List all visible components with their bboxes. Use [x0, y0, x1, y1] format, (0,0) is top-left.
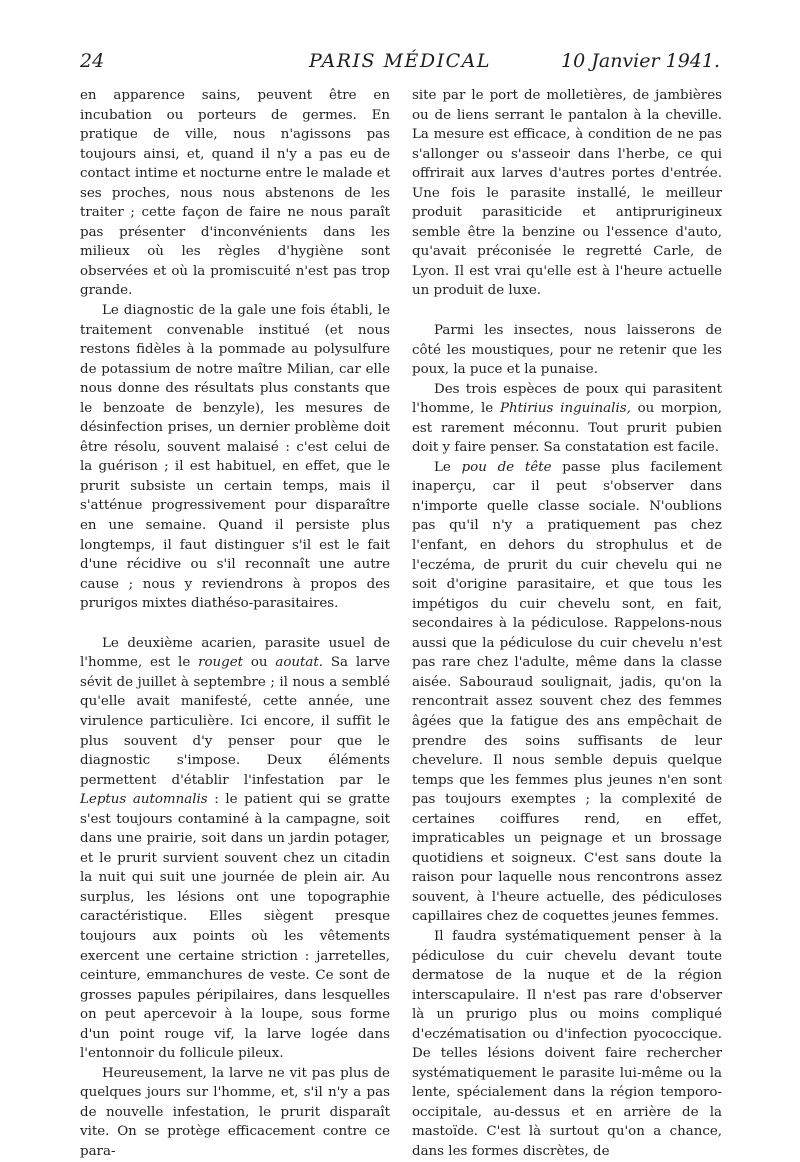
paragraph: Heureusement, la larve ne vit pas plus de quelques jours sur l'homme, et, s'il n'y a pas de nouvelle infestation, le prurit disparaît vite. On se protège efficacement contre ce para- [80, 1065, 390, 1159]
paragraph: Des trois espèces de poux qui parasitent l'homme, le Phtirius inguinalis, ou morpion, est rarement méconnu. Tout prurit pubien doit y faire penser. Sa constatation est facile. [412, 381, 722, 456]
right-column [412, 86, 722, 1162]
term-rouget: rouget [198, 655, 244, 671]
paragraph: Parmi les insectes, nous laisserons de côté les moustiques, pour ne retenir que les poux, la puce et la punaise. [412, 323, 722, 378]
page-number: 24 [80, 50, 105, 72]
paragraph: en apparence sains, peuvent être en incubation ou porteurs de germes. En pratique de ville, nous n'agissons pas toujours ainsi, et, quand il n'y a pas eu de contact intime et nocturne entre le malade et ses proches, nous nous abstenons de les traiter ; cette façon de faire ne nous paraît pas présenter d'inconvénients dans les milieux où les règles d'hygiène sont observées et où la promiscuité n'est pas trop grande. [80, 88, 390, 299]
paragraph: Il faudra systématiquement penser à la pédiculose du cuir chevelu devant toute dermatose de la nuque et de la région interscapulaire. Il n'est pas rare d'observer là un prurigo plus ou moins compliqué d'eczématisation ou d'infection pyococcique. De telles lésions doivent faire rechercher systématiquement le parasite lui-même ou la lente, spécialement dans la région temporo-occipitale, au-dessus et en arrière de la mastoïde. C'est là surtout qu'on a chance, dans les formes discrètes, de [412, 928, 722, 1159]
paragraph: Le diagnostic de la gale une fois établi, le traitement convenable institué (et nous restons fidèles à la pommade au polysulfure de potassium de notre maître Milian, car elle nous donne des résultats plus constants que le benzoate de benzyle), les mesures de désinfection prises, un dernier problème doit être résolu, souvent malaisé : c'est celui de la guérison ; il est habituel, en effet, que le prurit subsiste un certain temps, mais il s'atténue progressivement pour disparaître en une semaine. Quand il persiste plus longtemps, il faut distinguer s'il est le fait d'une récidive ou s'il reconnaît une autre cause ; nous y reviendrons à propos des prurigos mixtes diathéso-parasitaires. [80, 303, 390, 612]
paragraph: Le pou de tête passe plus facilement inaperçu, car il peut s'observer dans n'importe quelle classe sociale. N'oublions pas qu'il n'y a pratiquement pas chez l'enfant, en dehors du strophulus et de l'eczéma, de prurit du cuir chevelu qui ne soit d'origine parasitaire, et que tous les impétigos du cuir chevelu sont, en fait, secondaires à la pédiculose. Rappelons-nous aussi que la pédiculose du cuir chevelu n'est pas rare chez l'adulte, même dans la classe aisée. Sabouraud soulignait, jadis, qu'on la rencontrait assez souvent chez des femmes âgées que la fatigue des ans empêchait de prendre des soins suffisants de leur chevelure. Il nous semble depuis quelque temps que les femmes plus jeunes n'en sont pas toujours exemptes ; la complexité de certaines coiffures rend, en effet, impraticables un peignage et un brossage quotidiens et soigneux. C'est sans doute la raison pour laquelle nous rencontrons assez souvent, à l'heure actuelle, des pédiculoses capillaires chez de coquettes jeunes femmes. [412, 459, 722, 925]
paragraph: site par le port de molletières, de jambières ou de liens serrant le pantalon à la cheville. La mesure est efficace, à condition de ne pas s'allonger ou s'asseoir dans l'herbe, ce qui offrirait aux larves d'autres portes d'entrée. Une fois le parasite installé, le meilleur produit parasiticide et antiprurigineux semble être la benzine ou l'essence d'auto, qu'avait préconisée le regretté Carle, de Lyon. Il est vrai qu'elle est à l'heure actuelle un produit de luxe. [412, 88, 722, 299]
journal-title: PARIS MÉDICAL [308, 50, 492, 72]
term-pou-de-tete: pou de tête [461, 459, 552, 475]
term-phtirius: Phtirius inguinalis, [499, 401, 631, 417]
term-aoutat: aoutat. [275, 655, 324, 671]
term-leptus: Leptus automnalis [80, 792, 208, 808]
issue-date: 10 Janvier 1941. [561, 50, 720, 72]
paragraph: Le deuxième acarien, parasite usuel de l'homme, est le rouget ou aoutat. Sa larve sévit de juillet à septembre ; il nous a semblé qu'elle avait manifesté, cette année, une virulence particulière. Ici encore, il suffit le plus souvent d'y penser pour que le diagnostic s'impose. Deux éléments permettent d'établir l'infestation par le Leptus automnalis : le patient qui se gratte s'est toujours contaminé à la campagne, soit dans une prairie, soit dans un jardin potager, et le prurit survient souvent chez un citadin la nuit qui suit une journée de plein air. Au surplus, les lésions ont une topographie caractéristique. Elles siègent presque toujours aux points où les vêtements exercent une certaine striction : jarretelles, ceinture, emmanchures de veste. Ce sont de grosses papules péripilaires, dans lesquelles on peut apercevoir à la loupe, sous forme d'un point rouge vif, la larve logée dans l'entonnoir du follicule pileux. [80, 635, 390, 1062]
left-column [80, 86, 390, 1162]
page-header [80, 50, 720, 80]
